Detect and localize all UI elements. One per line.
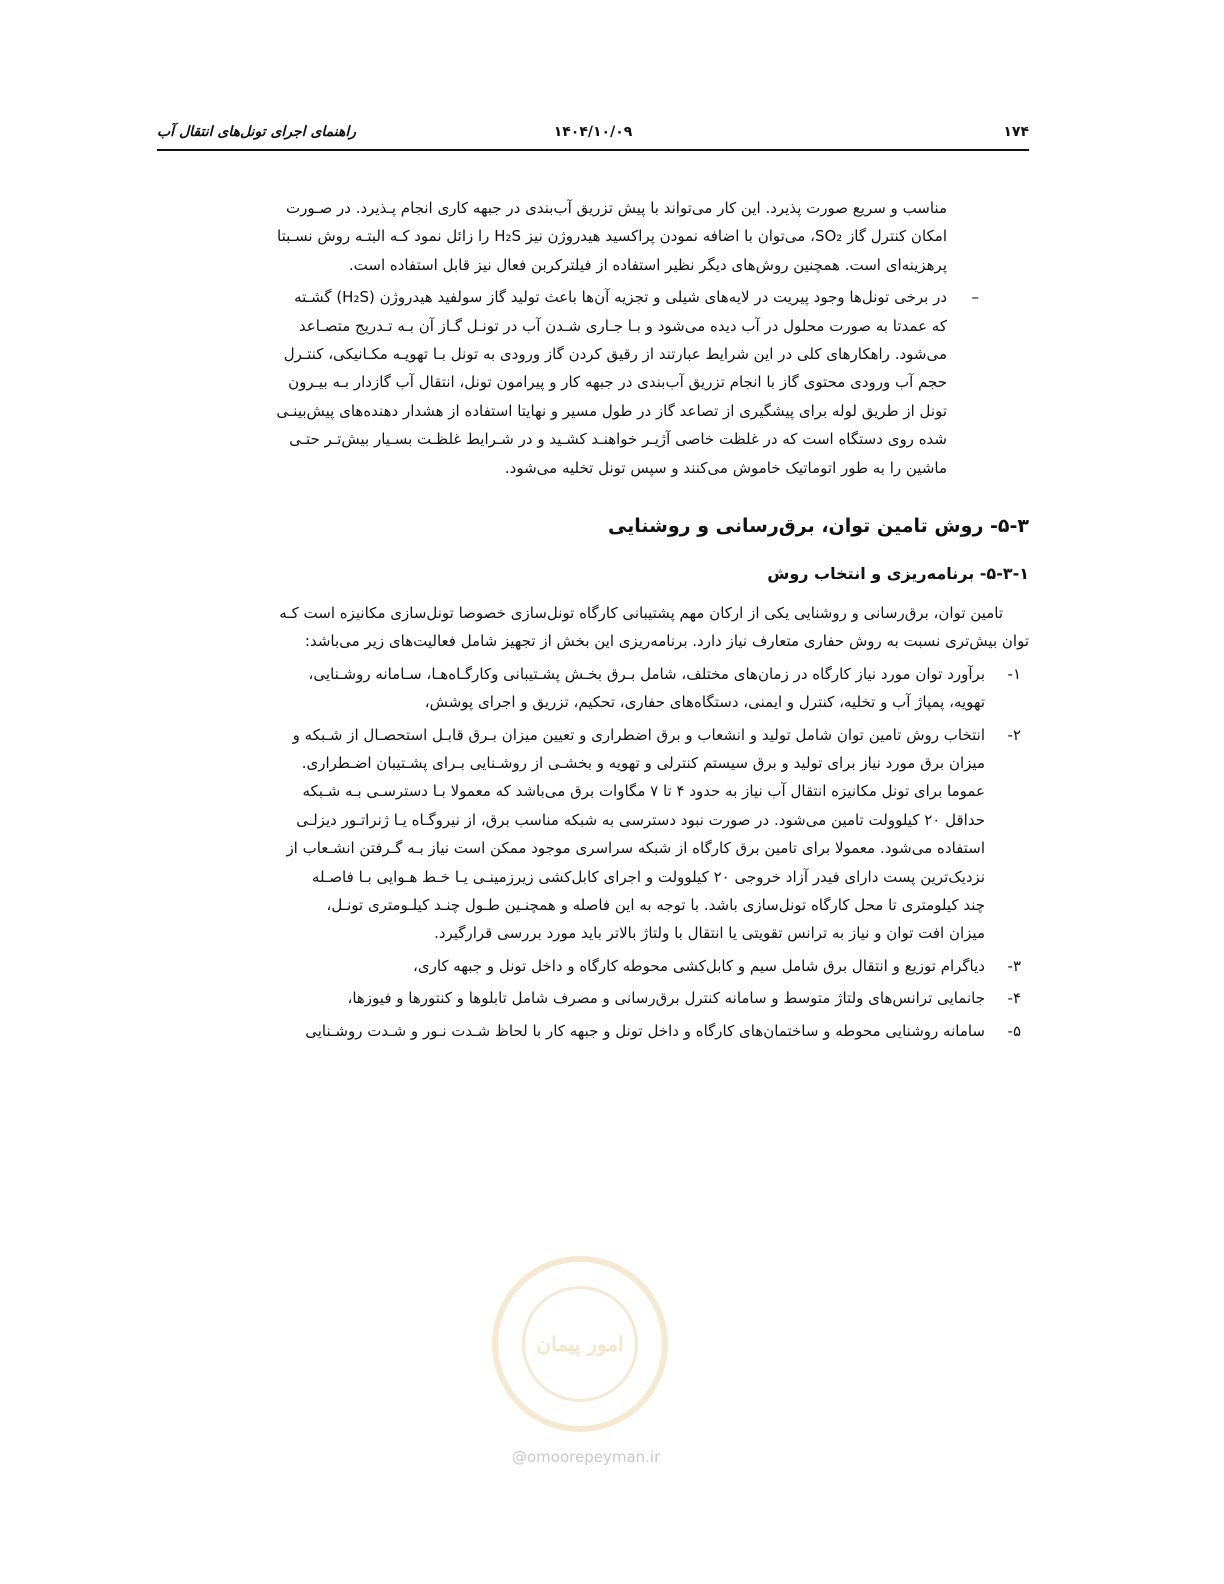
text-line: عموما برای تونل مکانیزه انتقال آب نیاز به حدود ۴ تا ۷ مگاوات برق می‌باشد که معمولا بـا دسترسـی بـه شـبکه bbox=[302, 782, 985, 801]
text-line: می‌شود. راهکارهای کلی در این شرایط عبارتند از رقیق کردن گاز ورودی به تونل بـا تهویـه مکـانیکی، کنتـرل bbox=[283, 345, 947, 364]
text-line: توان بیش‌تری نسبت به روش حفاری متعارف نیاز دارد. برنامه‌ریزی این بخش از تجهیز شامل فعالیت‌های زیر می‌باشد: bbox=[304, 632, 1029, 651]
list-item bbox=[157, 1017, 1029, 1045]
text-line: نزدیک‌ترین پست دارای فیدر آزاد خروجی ۲۰ کیلوولت و اجرای کابل‌کشی زیرزمینـی یـا خـط هـوایی بـا فاصـله bbox=[311, 867, 985, 886]
running-header bbox=[157, 118, 1029, 152]
text-line: شده روی دستگاه است که در غلظت خاصی آژیـر خواهنـد کشـید و در شـرایط غلظـت بسـیار بیش‌تـر حتـی bbox=[289, 430, 947, 449]
text-line: تامین توان، برق‌رسانی و روشنایی یکی از ارکان مهم پشتیبانی کارگاه تونل‌سازی خصوصا تونل‌سازی مکانیزه است کـه bbox=[279, 603, 1003, 622]
text-line: که عمدتا به صورت محلول در آب دیده می‌شود و بـا جـاری شـدن آب در تونـل گـاز آن بـه تـدریج متصـاعد bbox=[298, 316, 947, 335]
watermark-seal-inner bbox=[522, 1286, 638, 1402]
header-title: راهنمای اجرای تونل‌های انتقال آب bbox=[157, 124, 357, 140]
text-line: تونل از طریق لوله برای پیشگیری از تصاعد گاز در طول مسیر و نهایتا استفاده از هشدار دهنده‌های پیش‌بینـی bbox=[276, 401, 947, 420]
intro-paragraph bbox=[157, 194, 947, 279]
text-line: حجم آب ورودی محتوی گاز با انجام تزریق آب‌بندی در جبهه کار و پیرامون تونل، انتقال آب گازدار بـه بیـرون bbox=[288, 373, 947, 392]
text-line: میزان برق مورد نیاز برای تولید و برق سیستم کنترلی و تهویه و بخشـی از روشـنایی بـرای پشـتیبان اضـطراری. bbox=[301, 753, 985, 772]
text-line: دیاگرام توزیع و انتقال برق شامل سیم و کابل‌کشی محوطه کارگاه و داخل تونل و جبهه کاری، bbox=[413, 956, 985, 975]
text-line: تهویه، پمپاژ آب و تخلیه، کنترل و ایمنی، دستگاه‌های حفاری، تحکیم، تزریق و اجرای پوشش، bbox=[424, 693, 985, 712]
list-number: ۱- bbox=[1007, 664, 1021, 683]
section-heading: ۵-۳- روش تامین توان، برق‌رسانی و روشنایی bbox=[607, 515, 1029, 538]
body-paragraph bbox=[157, 599, 1029, 656]
text-line: امکان کنترل گاز SO₂، می‌توان با اضافه نمودن پراکسید هیدروژن نیز H₂S را زائل نمود کـه البتـه روش نسـبتا bbox=[277, 227, 947, 246]
list-item bbox=[157, 952, 1029, 980]
list-number: ۴- bbox=[1007, 989, 1021, 1008]
page-number: ۱۷۴ bbox=[1003, 124, 1029, 140]
bullet-item bbox=[157, 283, 1029, 482]
text-line: در برخی تونل‌ها وجود پیریت در لایه‌های شیلی و تجزیه آن‌ها باعث تولید گاز سولفید هیدروژن (H₂S) گشـته bbox=[294, 288, 947, 307]
text-line: میزان افت توان و نیاز به ترانس تقویتی یا انتقال با ولتاژ بالاتر باید مورد بررسی قرارگیرد. bbox=[434, 924, 985, 943]
text-line: مناسب و سریع صورت پذیرد. این کار می‌تواند با پیش تزریق آب‌بندی در جبهه کاری انجام پـذیرد. در صـورت bbox=[285, 199, 947, 217]
text-line: چند کیلومتری تا محل کارگاه تونل‌سازی باشد. با توجه به این فاصله و همچنـین طـول چنـد کیلـومتری تونـل، bbox=[326, 895, 985, 914]
list-number: ۳- bbox=[1007, 956, 1021, 975]
text-line: سامانه روشنایی محوطه و ساختمان‌های کارگاه و داخل تونل و جبهه کار با لحاظ شـدت نـور و شـدت روشـنایی bbox=[305, 1021, 985, 1040]
text-line: ماشین را به طور اتوماتیک خاموش می‌کنند و سپس تونل تخلیه می‌شود. bbox=[504, 458, 947, 477]
list-number: ۵- bbox=[1007, 1021, 1021, 1040]
list-number: ۲- bbox=[1007, 725, 1021, 744]
text-line: برآورد توان مورد نیاز کارگاه در زمان‌های مختلف، شامل بـرق بخـش پشـتیبانی وکارگـاه‌هـا، سـامانه روشـنایی، bbox=[308, 664, 985, 683]
text-line: جانمایی ترانس‌های ولتاژ متوسط و سامانه کنترل برق‌رسانی و مصرف شامل تابلوها و کنتورها و فیوزها، bbox=[347, 989, 985, 1008]
subsection-heading: ۵-۳-۱- برنامه‌ریزی و انتخاب روش bbox=[767, 564, 1029, 584]
page-content bbox=[157, 194, 1029, 1045]
header-date: ۱۴۰۴/۱۰/۰۹ bbox=[553, 124, 633, 140]
text-line: استفاده می‌شود. معمولا برای تامین برق کارگاه از شبکه سراسری موجود ممکن است نیاز بـه گـرفتن انشـعاب از bbox=[286, 839, 985, 858]
dash-bullet-icon: – bbox=[971, 288, 979, 307]
text-line: انتخاب روش تامین توان شامل تولید و انشعاب و برق اضطراری و تعیین میزان بـرق قابـل استحصـال از شـبکه و bbox=[292, 725, 985, 744]
header-rule bbox=[157, 149, 1029, 151]
list-item bbox=[157, 660, 1029, 717]
watermark-url: @omoorepeyman.ir bbox=[512, 1448, 661, 1466]
bullet-text bbox=[157, 283, 947, 482]
watermark-seal-text: امور پیمان bbox=[536, 1332, 624, 1356]
numbered-list bbox=[157, 660, 1029, 1045]
list-item bbox=[157, 721, 1029, 948]
text-line: پرهزینه‌ای است. همچنین روش‌های دیگر نظیر استفاده از فیلترکربن فعال نیز قابل استفاده است. bbox=[348, 255, 947, 274]
list-item bbox=[157, 984, 1029, 1012]
watermark-seal-icon bbox=[492, 1256, 668, 1432]
text-line: حداقل ۲۰ کیلوولت تامین می‌شود. در صورت نبود دسترسی به شبکه مناسب برق، از نیروگـاه یـا ژنراتـور دیزلـی bbox=[296, 810, 985, 829]
